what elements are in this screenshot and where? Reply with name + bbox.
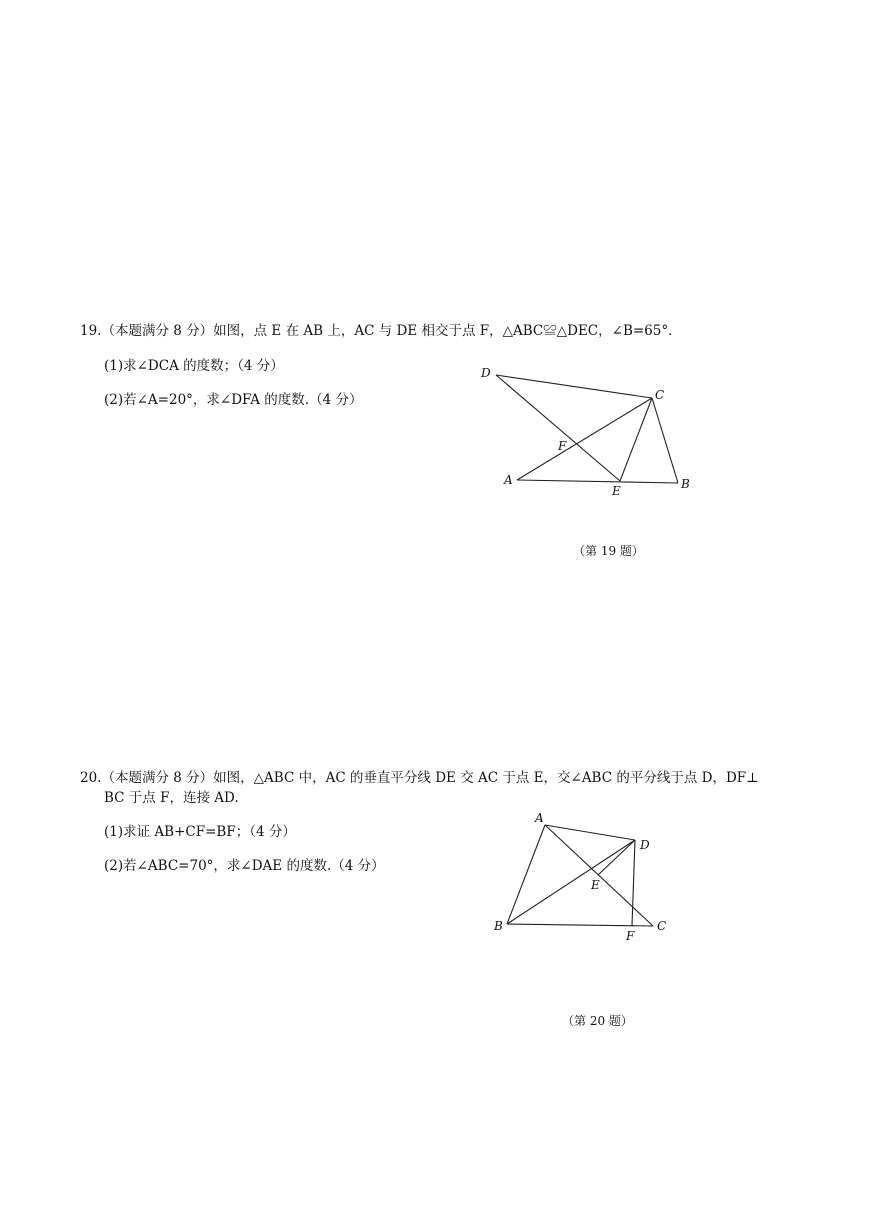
q19-segment-ce	[620, 398, 652, 481]
q20-label-c: C	[657, 919, 667, 933]
q20-part1: (1)求证 AB+CF=BF；（4 分）	[104, 824, 296, 840]
q20-label-d: D	[640, 838, 650, 852]
q19-label-e: E	[612, 484, 621, 498]
q20-stem-line2: BC 于点 F，连接 AD.	[104, 790, 239, 806]
q20-label-a: A	[535, 811, 544, 825]
q19-segment-ab	[517, 480, 678, 483]
q20-figure	[480, 805, 680, 945]
q19-figure	[470, 360, 710, 510]
q20-segment-bc	[507, 924, 653, 926]
q19-part2: (2)若∠A=20°，求∠DFA 的度数.（4 分）	[104, 392, 363, 408]
q20-part2: (2)若∠ABC=70°，求∠DAE 的度数.（4 分）	[104, 858, 385, 874]
q19-label-f: F	[558, 439, 567, 453]
q20-segment-df	[632, 840, 635, 926]
q19-caption: （第 19 题）	[573, 544, 644, 558]
q19-label-a: A	[504, 473, 513, 487]
q20-stem-line1: 20.（本题满分 8 分）如图，△ABC 中，AC 的垂直平分线 DE 交 AC 于点 E，交∠ABC 的平分线于点 D，DF⊥	[80, 770, 759, 786]
q19-label-c: C	[655, 388, 665, 402]
q20-label-b: B	[494, 919, 503, 933]
q19-part1: (1)求∠DCA 的度数；（4 分）	[104, 358, 284, 374]
q19-label-b: B	[681, 477, 690, 491]
q20-caption: （第 20 题）	[562, 1014, 633, 1028]
q20-segment-de	[598, 840, 635, 875]
q20-segment-bd	[507, 840, 635, 924]
q19-segment-cb	[652, 398, 678, 483]
q19-label-d: D	[481, 366, 491, 380]
q20-segment-ab	[507, 825, 545, 924]
q20-label-e: E	[591, 878, 600, 892]
q19-stem: 19.（本题满分 8 分）如图，点 E 在 AB 上，AC 与 DE 相交于点 F，△ABC≌△DEC，∠B=65°．	[80, 323, 682, 339]
q20-segment-ac	[545, 825, 653, 926]
q20-label-f: F	[626, 929, 635, 943]
